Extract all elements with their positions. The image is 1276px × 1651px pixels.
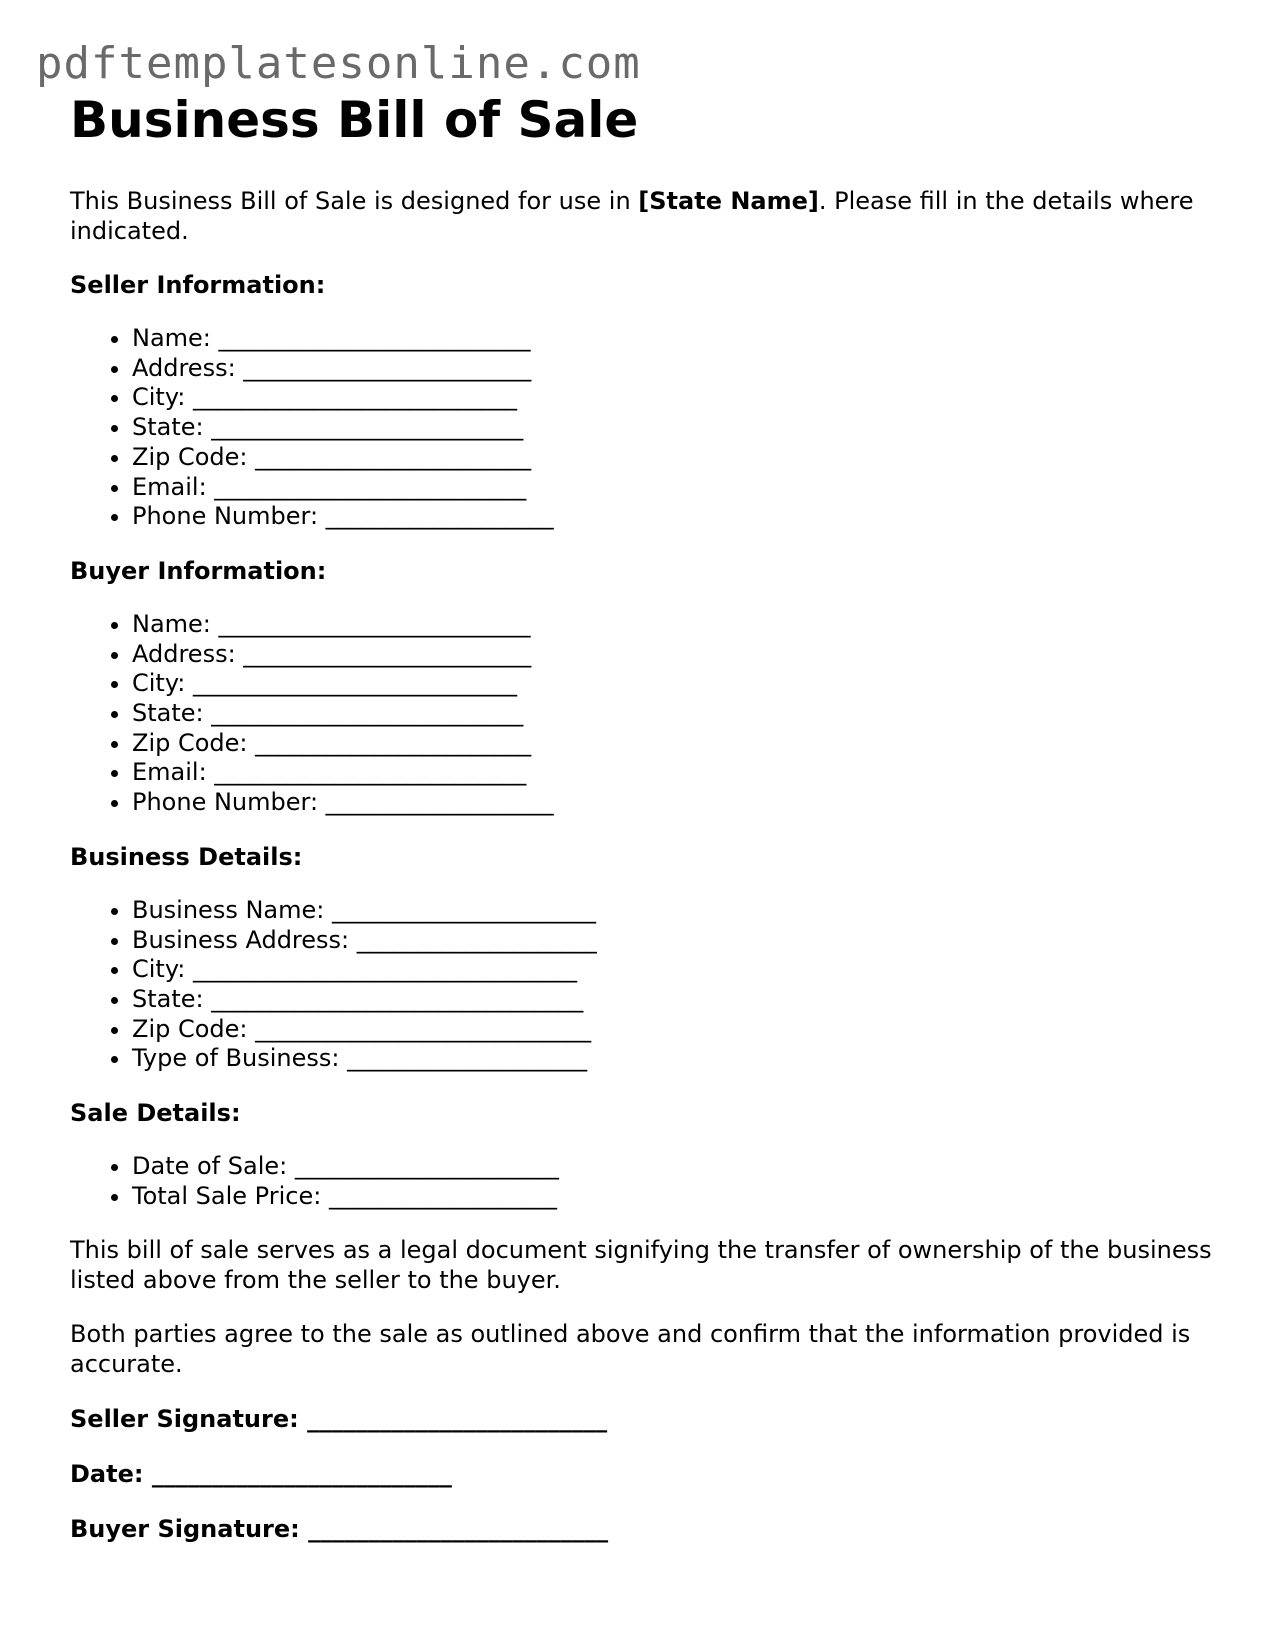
business-name-field[interactable]: • Business Name: ______________________ xyxy=(132,896,1220,926)
seller-name-field[interactable]: • Name: __________________________ xyxy=(132,324,1220,354)
business-fields-list xyxy=(70,896,1220,1074)
document-body xyxy=(70,90,1220,1544)
watermark: pdftemplatesonline.com xyxy=(36,38,641,89)
business-state-field[interactable]: • State: _______________________________ xyxy=(132,985,1220,1015)
seller-heading: Seller Information: xyxy=(70,271,326,299)
intro-paragraph xyxy=(70,186,1220,246)
buyer-address-field[interactable]: • Address: ________________________ xyxy=(132,640,1220,670)
buyer-signature-line[interactable]: Buyer Signature: _________________________ xyxy=(70,1515,609,1544)
buyer-state-field[interactable]: • State: __________________________ xyxy=(132,699,1220,729)
seller-email-field[interactable]: • Email: __________________________ xyxy=(132,473,1220,503)
seller-phone-field[interactable]: • Phone Number: ___________________ xyxy=(132,502,1220,532)
seller-fields-list xyxy=(70,324,1220,532)
business-heading: Business Details: xyxy=(70,842,303,871)
business-city-field[interactable]: • City: ________________________________ xyxy=(132,955,1220,985)
buyer-fields-list xyxy=(70,610,1220,818)
buyer-heading: Buyer Information: xyxy=(70,556,327,585)
sale-fields-list xyxy=(70,1152,1220,1211)
seller-signature-line[interactable]: Seller Signature: _________________________ xyxy=(70,1405,608,1434)
seller-zip-field[interactable]: • Zip Code: _______________________ xyxy=(132,443,1220,473)
agreement-paragraph: Both parties agree to the sale as outlined above and confirm that the information provided is accurate. xyxy=(70,1320,1191,1379)
intro-text-after: . Please fill in the details where indicated. xyxy=(70,187,1194,245)
buyer-zip-field[interactable]: • Zip Code: _______________________ xyxy=(132,729,1220,759)
seller-state-field[interactable]: • State: __________________________ xyxy=(132,413,1220,443)
business-zip-field[interactable]: • Zip Code: ____________________________ xyxy=(132,1015,1220,1045)
transfer-paragraph: This bill of sale serves as a legal document signifying the transfer of ownership of the business listed above from the seller to the buyer. xyxy=(70,1236,1212,1295)
document-title: Business Bill of Sale xyxy=(70,91,639,149)
sale-date-field[interactable]: • Date of Sale: ______________________ xyxy=(132,1152,1220,1182)
sale-price-field[interactable]: • Total Sale Price: ___________________ xyxy=(132,1182,1220,1212)
buyer-name-field[interactable]: • Name: __________________________ xyxy=(132,610,1220,640)
buyer-phone-field[interactable]: • Phone Number: ___________________ xyxy=(132,788,1220,818)
buyer-city-field[interactable]: • City: ___________________________ xyxy=(132,669,1220,699)
buyer-email-field[interactable]: • Email: __________________________ xyxy=(132,758,1220,788)
business-type-field[interactable]: • Type of Business: ____________________ xyxy=(132,1044,1220,1074)
signature-date-line[interactable]: Date: _________________________ xyxy=(70,1460,452,1489)
seller-address-field[interactable]: • Address: ________________________ xyxy=(132,354,1220,384)
state-name-placeholder: [State Name] xyxy=(638,187,819,215)
seller-city-field[interactable]: • City: ___________________________ xyxy=(132,383,1220,413)
intro-text-before: This Business Bill of Sale is designed for use in xyxy=(70,187,639,215)
sale-heading: Sale Details: xyxy=(70,1099,241,1128)
business-address-field[interactable]: • Business Address: ____________________ xyxy=(132,926,1220,956)
